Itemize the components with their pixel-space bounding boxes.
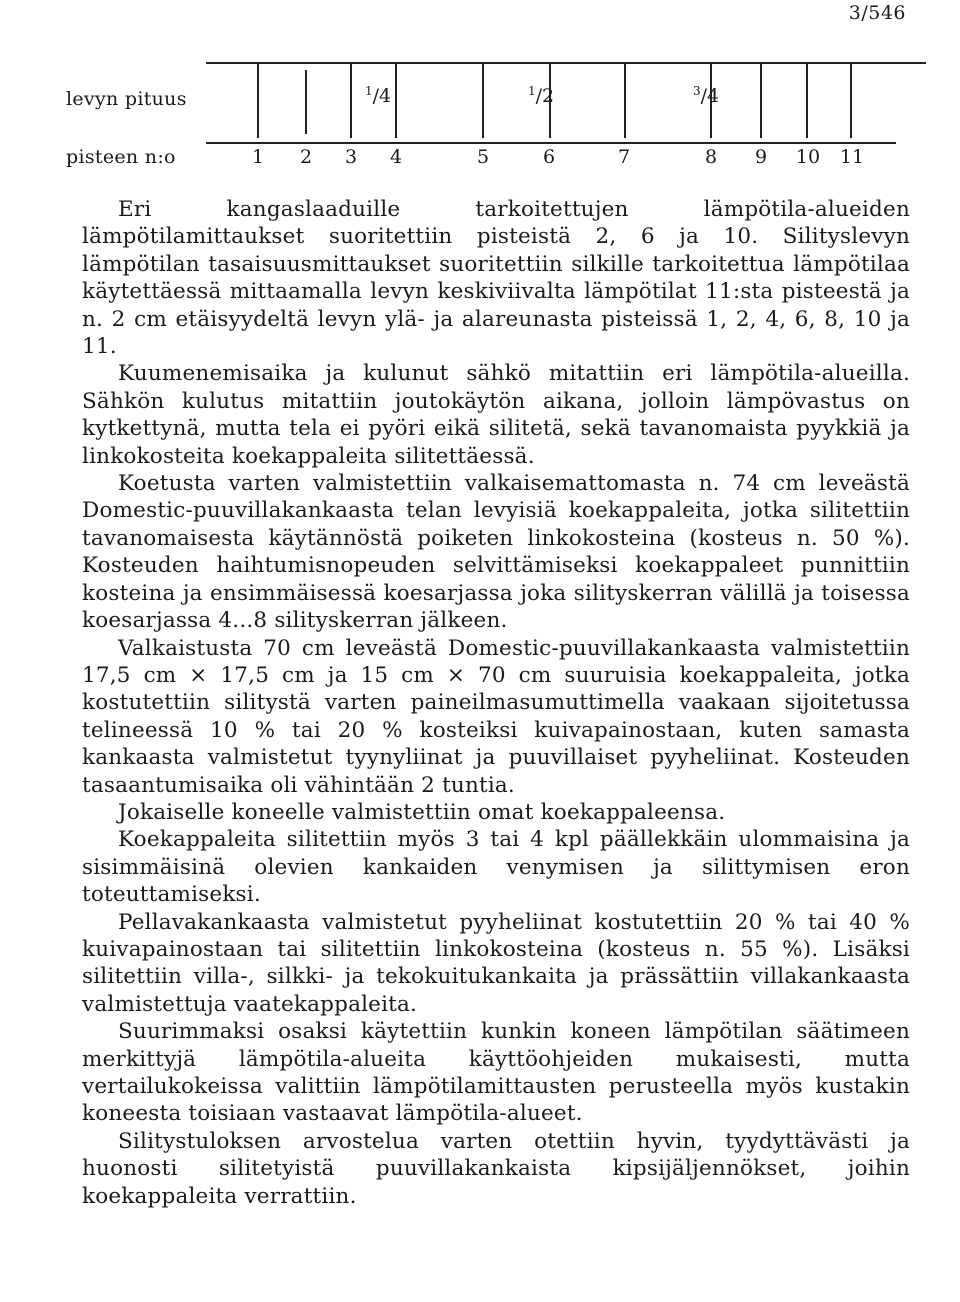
tick-1 xyxy=(257,64,259,138)
fraction-three-quarters: $^3$/4 xyxy=(693,84,720,107)
tick-2 xyxy=(305,70,307,134)
point-number: 7 xyxy=(617,146,631,168)
tick-9 xyxy=(760,64,762,138)
body-text xyxy=(82,196,910,1210)
point-number: 10 xyxy=(795,146,821,168)
paragraph: Valkaistusta 70 cm leveästä Domestic-puuvillakankaasta valmistettiin 17,5 cm × 17,5 cm ja 15 cm × 70 cm suuruisia koekappaleita, jotka kostutettiin silitystä varten paineilmasumuttimella vaakaan sijoitetussa telineessä 10 % tai 20 % kosteiksi kuivapainostaan, kuten samasta kankaasta valmistetut tyynyliinat ja puuvillaiset pyyheliinat. Kosteuden tasaantumisaika oli vähintään 2 tuntia. xyxy=(82,635,910,798)
paragraph: Pellavakankaasta valmistetut pyyheliinat kostutettiin 20 % tai 40 % kuivapainostaan tai silitettiin linkokosteina (kosteus n. 55 %). Lisäksi silitettiin villa-, silkki- ja tekokuitukankaita ja prässättiin villakankaasta valmistettuja vaatekappaleita. xyxy=(82,909,910,1017)
tick-3 xyxy=(350,64,352,138)
paragraph: Koetusta varten valmistettiin valkaisemattomasta n. 74 cm leveästä Domestic-puuvillakankaasta telan levyisiä koekappaleita, jotka silitettiin tavanomaisesta käytännöstä poiketen linkokosteina (kosteus n. 50 %). Kosteuden haihtumisnopeuden selvittämiseksi koekappaleet punnittiin kosteina ja ensimmäisessä koesarjassa joka silityskerran välillä ja toisessa koesarjassa 4...8 silityskerran jälkeen. xyxy=(82,471,910,634)
tick-11 xyxy=(850,64,852,138)
point-number: 1 xyxy=(251,146,265,168)
tick-7 xyxy=(624,64,626,138)
fraction-half: $^1$/2 xyxy=(528,84,555,107)
paragraph: Koekappaleita silitettiin myös 3 tai 4 kpl päällekkäin ulommaisina ja sisimmäisinä olevien kankaiden venymisen ja silittymisen eron toteuttamiseksi. xyxy=(82,827,910,908)
paragraph: Jokaiselle koneelle valmistettiin omat koekappaleensa. xyxy=(118,799,726,825)
tick-5 xyxy=(482,64,484,138)
point-number: 4 xyxy=(389,146,403,168)
board-edge-line xyxy=(896,62,926,64)
point-number: 11 xyxy=(839,146,865,168)
paragraph: Kuumenemisaika ja kulunut sähkö mitattiin eri lämpötila-alueilla. Sähkön kulutus mitattiin joutokäytön aikana, jolloin lämpövastus on kytkettynä, mutta tela ei pyöri eikä silitetä, sekä tavanomaista pyykkiä ja linkokosteita koekappaleita silitettäessä. xyxy=(82,361,910,469)
fraction-quarter: $^1$/4 xyxy=(365,84,392,107)
paragraph: Eri kangaslaaduille tarkoitettujen lämpötila-alueiden lämpötilamittaukset suoritettiin pisteistä 2, 6 ja 10. Silityslevyn lämpötilan tasaisuusmittaukset suoritettiin silkille tarkoitettua lämpötilaa käytettäessä mittaamalla levyn keskiviivalta lämpötilat 11:sta pisteestä ja n. 2 cm etäisyydeltä levyn ylä- ja alareunasta pisteissä 1, 2, 4, 6, 8, 10 ja 11. xyxy=(82,197,910,360)
paragraph: Suurimmaksi osaksi käytettiin kunkin koneen lämpötilan säätimeen merkittyjä lämpötila-alueita käyttöohjeiden mukaisesti, mutta vertailukokeissa valittiin lämpötilamittausten perusteella myös kustakin koneesta toisiaan vastaavat lämpötila-alueet. xyxy=(82,1019,910,1127)
point-number: 5 xyxy=(476,146,490,168)
ironing-board-diagram xyxy=(0,0,960,185)
point-number-label: pisteen n:o xyxy=(66,146,176,168)
point-number: 8 xyxy=(704,146,718,168)
page-number: 3/546 xyxy=(848,2,906,24)
tick-4 xyxy=(395,64,397,138)
point-number: 2 xyxy=(299,146,313,168)
tick-10 xyxy=(806,64,808,138)
board-length-label: levyn pituus xyxy=(66,88,187,110)
point-number: 6 xyxy=(542,146,556,168)
paragraph: Silitystuloksen arvostelua varten otettiin hyvin, tyydyttävästi ja huonosti silitetyistä puuvillakankaista kipsijäljennökset, joihin koekappaleita verrattiin. xyxy=(82,1128,910,1209)
point-number: 3 xyxy=(344,146,358,168)
point-number: 9 xyxy=(754,146,768,168)
